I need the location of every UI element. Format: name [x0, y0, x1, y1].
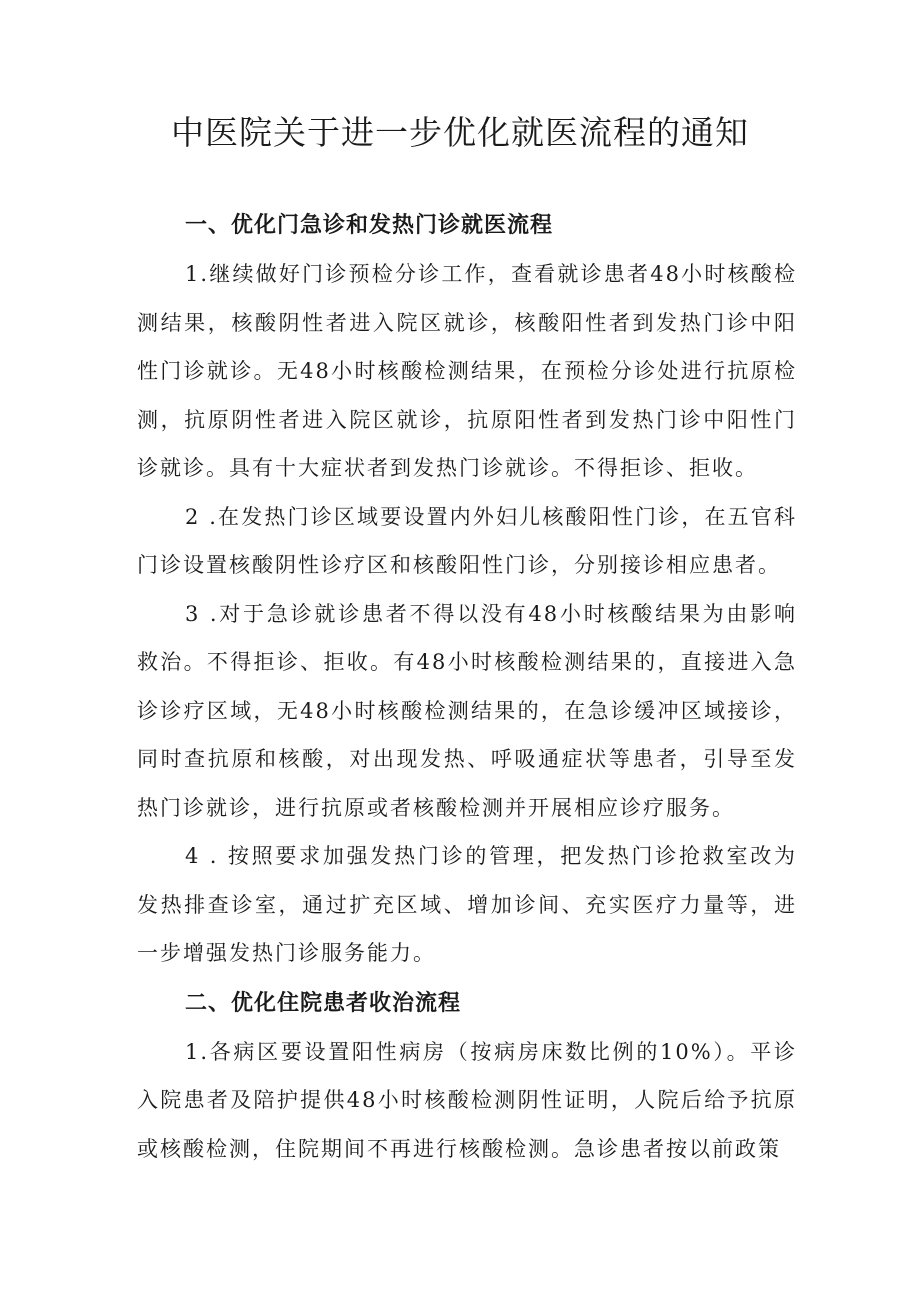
paragraph: 4 . 按照要求加强发热门诊的管理，把发热门诊抢救室改为发热排查诊室，通过扩充区域、增加诊间、充实医疗力量等，进一步增强发热门诊服务能力。: [137, 844, 797, 965]
document-body: [137, 202, 797, 1173]
paragraph: 1.各病区要设置阳性病房（按病房床数比例的10%）。平诊入院患者及陪护提供48小时核酸检测阴性证明，人院后给予抗原或核酸检测，住院期间不再进行核酸检测。急诊患者按以前政策: [137, 1039, 797, 1161]
paragraph: 3 .对于急诊就诊患者不得以没有48小时核酸结果为由影响救治。不得拒诊、拒收。有48小时核酸检测结果的，直接进入急诊诊疗区域，无48小时核酸检测结果的，在急诊缓冲区域接诊，同时查抗原和核酸，对出现发热、呼吸通症状等患者，引导至发热门诊就诊，进行抗原或者核酸检测并开展相应诊疗服务。: [137, 601, 797, 820]
section-1: [137, 202, 797, 978]
section-2: [137, 980, 797, 1174]
section-heading: 一、优化门急诊和发热门诊就医流程: [185, 213, 554, 238]
document-title: 中医院关于进一步优化就医流程的通知: [171, 113, 749, 152]
paragraph: 2 .在发热门诊区域要设置内外妇儿核酸阳性门诊，在五官科门诊设置核酸阴性诊疗区和核酸阳性门诊，分别接诊相应患者。: [137, 504, 797, 577]
section-heading: 二、优化住院患者收治流程: [185, 990, 462, 1016]
paragraph: 1.继续做好门诊预检分诊工作，查看就诊患者48小时核酸检测结果，核酸阴性者进入院区就诊，核酸阳性者到发热门诊中阳性门诊就诊。无48小时核酸检测结果，在预检分诊处进行抗原检测，抗原阴性者进入院区就诊，抗原阳性者到发热门诊中阳性门诊就诊。具有十大症状者到发热门诊就诊。不得拒诊、拒收。: [137, 262, 797, 480]
